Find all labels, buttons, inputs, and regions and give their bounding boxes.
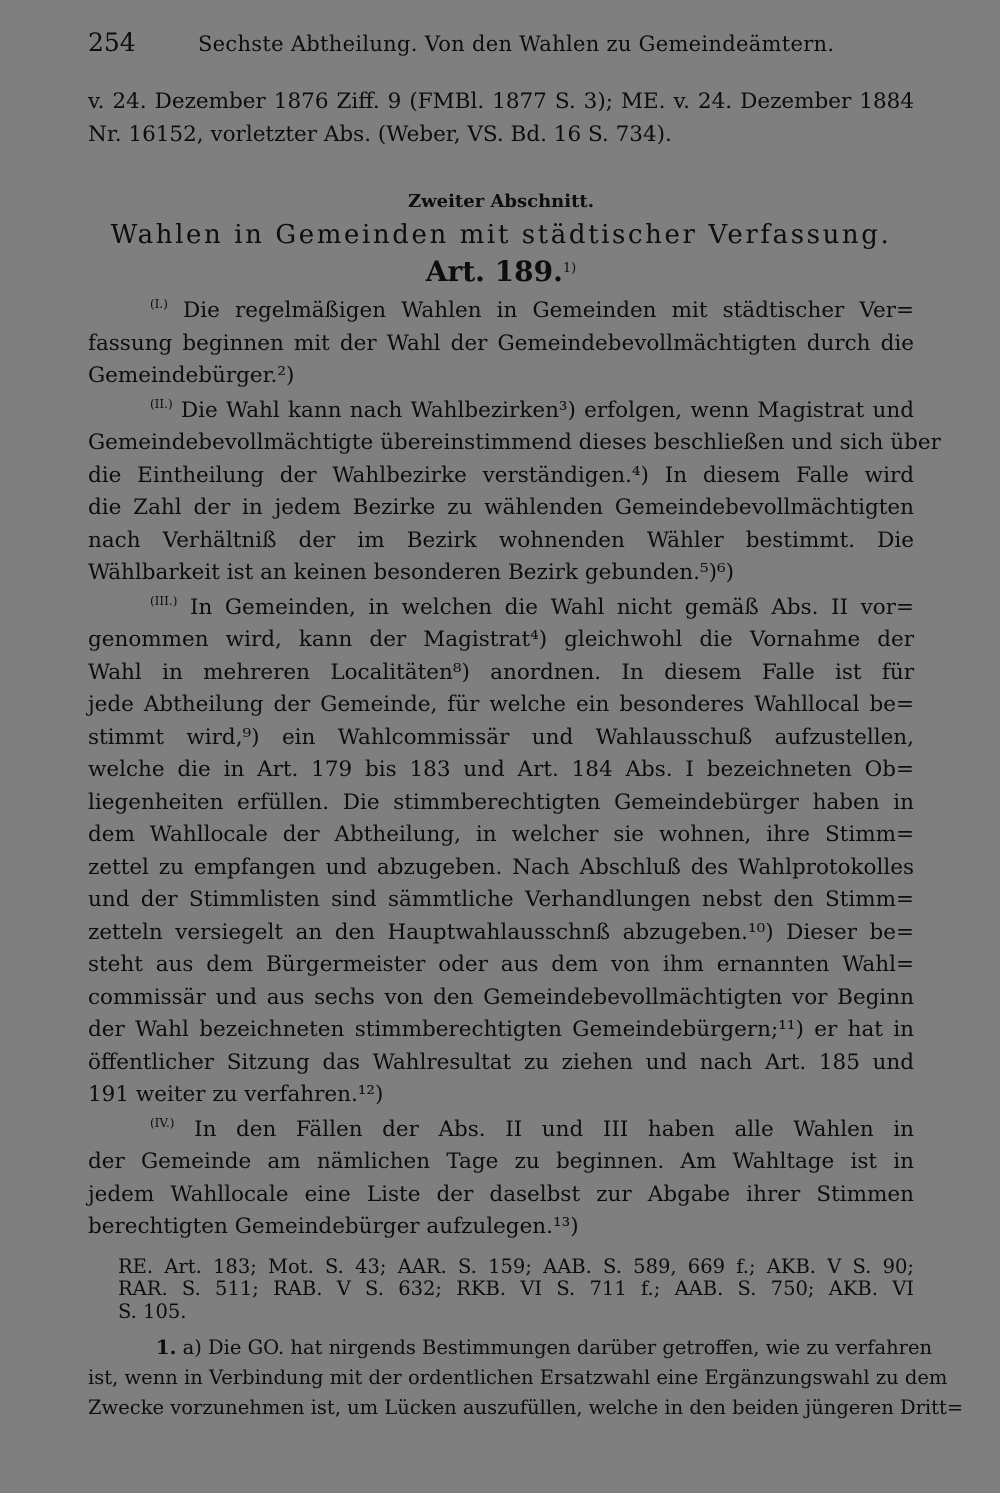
article-number: Art. 189.	[425, 255, 563, 288]
page-header	[88, 28, 914, 68]
paragraph-marker: (I.)	[150, 297, 168, 311]
text-line: Wahl in mehreren Localitäten⁸) anordnen. In diesem Falle ist für	[88, 659, 914, 685]
text-line: nach Verhältniß der im Bezirk wohnenden Wähler bestimmt. Die	[88, 527, 914, 553]
text-line	[88, 592, 914, 625]
text-line	[88, 395, 914, 428]
paragraph-1	[88, 295, 914, 393]
text-line: steht aus dem Bürgermeister oder aus dem von ihm ernannten Wahl=	[88, 952, 914, 977]
text-line: dem Wahllocale der Abtheilung, in welcher sie wohnen, ihre Stimm=	[88, 822, 914, 847]
section-subheading: Zweiter Abschnitt.	[408, 191, 594, 212]
page-number: 254	[88, 28, 136, 57]
text-line: öffentlicher Sitzung das Wahlresultat zu ziehen und nach Art. 185 und	[88, 1049, 914, 1075]
text-line: berechtigten Gemeindebürger aufzulegen.¹³)	[88, 1214, 579, 1239]
text-line	[88, 1114, 914, 1147]
paragraph-3	[88, 592, 914, 1112]
references-block	[88, 1256, 914, 1324]
paragraph-2	[88, 395, 941, 590]
text-line: die Zahl der in jedem Bezirke zu wählenden Gemeindebevollmächtigten	[88, 495, 914, 520]
text-line: der Gemeinde am nämlichen Tage zu beginnen. Am Wahltage ist in	[88, 1149, 914, 1174]
section-title: Wahlen in Gemeinden mit städtischer Verfassung.	[110, 220, 892, 250]
paragraph-4	[88, 1114, 914, 1244]
reference-line: RE. Art. 183; Mot. S. 43; AAR. S. 159; AAB. S. 589, 669 f.; AKB. V S. 90;	[118, 1254, 914, 1278]
line-text: Die Wahl kann nach Wahlbezirken³) erfolgen, wenn Magistrat und	[180, 397, 914, 423]
text-line: fassung beginnen mit der Wahl der Gemeindebevollmächtigten durch die	[88, 330, 914, 356]
book-page	[88, 28, 964, 1423]
line-text: a) Die GO. hat nirgends Bestimmungen darüber getroffen, wie zu verfahren	[182, 1336, 933, 1359]
text-line: Wählbarkeit ist an keinen besonderen Bezirk gebunden.⁵)⁶)	[88, 560, 734, 585]
text-line: Zwecke vorzunehmen ist, um Lücken auszufüllen, welche in den beiden jüngeren Dritt=	[88, 1396, 964, 1419]
text-line	[88, 295, 914, 328]
paragraph-marker: (III.)	[150, 593, 178, 608]
article-footnote-ref: 1)	[562, 261, 577, 276]
text-line: liegenheiten erfüllen. Die stimmberechtigten Gemeindebürger haben in	[88, 789, 914, 815]
text-line: und der Stimmlisten sind sämmtliche Verhandlungen nebst den Stimm=	[88, 887, 914, 912]
text-line: der Wahl bezeichneten stimmberechtigten Gemeindebürgern;¹¹) er hat in	[88, 1017, 914, 1042]
text-line: zettel zu empfangen und abzugeben. Nach Abschluß des Wahlprotokolles	[88, 854, 914, 880]
text-line: die Eintheilung der Wahlbezirke verständigen.⁴) In diesem Falle wird	[88, 462, 914, 488]
reference-line: RAR. S. 511; RAB. V S. 632; RKB. VI S. 711 f.; AAB. S. 750; AKB. VI	[118, 1277, 914, 1300]
text-line: Gemeindebevollmächtigte übereinstimmend dieses beschließen und sich über	[88, 430, 941, 455]
text-line	[88, 1333, 933, 1363]
running-head: Sechste Abtheilung. Von den Wahlen zu Gemeindeämtern.	[198, 32, 835, 56]
text-line: zetteln versiegelt an den Hauptwahlausschnß abzugeben.¹⁰) Dieser be=	[88, 919, 914, 945]
text-line: 191 weiter zu verfahren.¹²)	[88, 1082, 384, 1107]
text-line: genommen wird, kann der Magistrat⁴) gleichwohl die Vornahme der	[88, 627, 914, 652]
text-line: jedem Wahllocale eine Liste der daselbst zur Abgabe ihrer Stimmen	[88, 1181, 914, 1207]
text-line: ist, wenn in Verbindung mit der ordentlichen Ersatzwahl eine Ergänzungswahl zu dem	[88, 1366, 948, 1389]
line-text: Die regelmäßigen Wahlen in Gemeinden mit städtischer Ver=	[183, 298, 914, 323]
text-line: stimmt wird,⁹) ein Wahlcommissär und Wahlausschuß aufzustellen,	[88, 724, 914, 750]
text-line: Gemeindebürger.²)	[88, 363, 295, 388]
paragraph-marker: (IV.)	[150, 1115, 175, 1130]
reference-line: S. 105.	[118, 1299, 187, 1323]
continued-footnote	[88, 86, 914, 151]
footnote-number: 1.	[156, 1336, 177, 1359]
text-line: Nr. 16152, vorletzter Abs. (Weber, VS. Bd. 16 S. 734).	[88, 121, 672, 147]
article-heading	[88, 255, 914, 289]
paragraph-marker: (II.)	[150, 396, 173, 411]
line-text: In Gemeinden, in welchen die Wahl nicht gemäß Abs. II vor=	[189, 594, 915, 620]
text-line: commissär und aus sechs von den Gemeindebevollmächtigten vor Beginn	[88, 984, 914, 1010]
line-text: In den Fällen der Abs. II und III haben alle Wahlen in	[194, 1116, 914, 1142]
footnote-1	[88, 1333, 964, 1423]
text-line: welche die in Art. 179 bis 183 und Art. 184 Abs. I bezeichneten Ob=	[88, 757, 914, 782]
text-line: jede Abtheilung der Gemeinde, für welche ein besonderes Wahllocal be=	[88, 692, 914, 717]
text-line: v. 24. Dezember 1876 Ziff. 9 (FMBl. 1877 S. 3); ME. v. 24. Dezember 1884	[88, 89, 914, 114]
